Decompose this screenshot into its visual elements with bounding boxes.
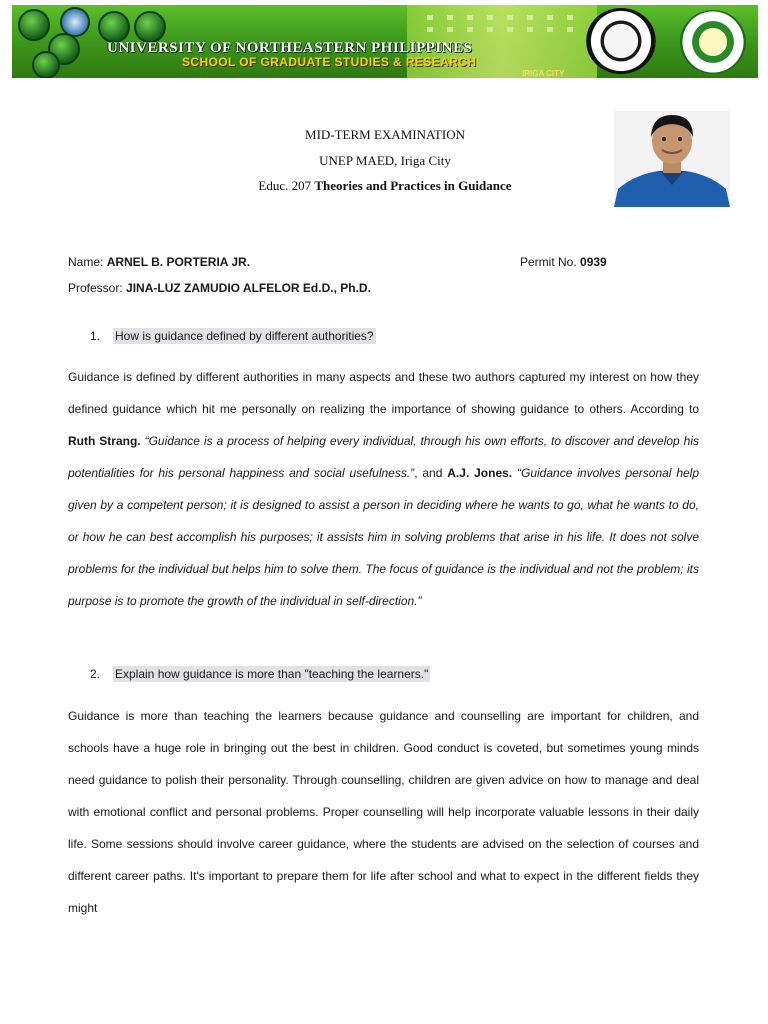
university-name: UNIVERSITY OF NORTHEASTERN PHILIPPINES — [107, 40, 473, 56]
question-text: How is guidance defined by different authorities? — [115, 329, 374, 343]
banner-emblem-icon — [32, 51, 60, 78]
quote-text: “Guidance is a process of helping every individual, through his own efforts, to discover and develop his potentialities for his personal happiness and social usefulness.” — [68, 434, 700, 480]
answer-text: , and — [414, 466, 448, 480]
banner-emblem-icon — [18, 9, 50, 41]
question-text: Explain how guidance is more than "teaching the learners." — [115, 667, 429, 681]
permit-label: Permit No. — [520, 255, 577, 269]
permit-number: 0939 — [580, 255, 607, 269]
student-name: ARNEL B. PORTERIA JR. — [106, 255, 251, 269]
professor-line — [68, 281, 371, 295]
course-line — [210, 178, 560, 194]
answer-2 — [68, 700, 699, 924]
program-line: UNEP MAED, Iriga City — [319, 153, 451, 168]
answer-text: Guidance is defined by different authorities in many aspects and these two authors captured my interest on how they defined guidance which hit me personally on realizing the importance of showing guidance to others. According to — [68, 370, 699, 416]
answer-1 — [68, 361, 699, 617]
professor-name: JINA-LUZ ZAMUDIO ALFELOR Ed.D., Ph.D. — [126, 281, 371, 295]
name-label: Name: — [68, 255, 104, 269]
question-2 — [90, 667, 430, 681]
school-name: SCHOOL OF GRADUATE STUDIES & RESEARCH — [182, 55, 477, 69]
author-name: Ruth Strang. — [68, 434, 141, 448]
exam-title: MID-TERM EXAMINATION — [305, 127, 465, 142]
quote-text: “Guidance involves personal help given by a competent person; it is designed to assist a person in deciding where he wants to go, what he wants to do, or how he can best accomplish his purposes; it assists him in solving problems that arise in his life. It does not solve problems for the individual but helps him to solve them. The focus of guidance is the individual and not the problem; its purpose is to promote the growth of the individual in self-direction.” — [68, 466, 700, 608]
question-1 — [90, 329, 376, 343]
student-photo — [614, 111, 730, 207]
permit-line — [520, 255, 607, 269]
student-name-line — [68, 255, 250, 269]
banner-city: IRIGA CITY — [522, 69, 565, 78]
banner-emblem-icon — [98, 11, 130, 43]
question-number: 1. — [90, 329, 101, 343]
course-code: Educ. 207 — [258, 178, 312, 193]
graduate-studies-seal-icon — [680, 10, 746, 74]
author-name: A.J. Jones. — [447, 466, 513, 480]
professor-label: Professor: — [68, 281, 123, 295]
course-title: Theories and Practices in Guidance — [314, 178, 512, 193]
banner-emblem-icon — [134, 11, 166, 43]
answer-text: Guidance is more than teaching the learners because guidance and counselling are important for children, and schools have a huge role in bringing out the best in children. Good conduct is coveted, but sometimes young minds need guidance to polish their personality. Through counselling, children are given advice on how to manage and deal with emotional conflict and personal problems. Proper counselling will help incorporate valuable lessons in their daily life. Some sessions should involve career guidance, where the students are advised on the selection of courses and different career paths. It's important to prepare them for life after school and what to expect in the different fields they might — [68, 709, 699, 915]
university-seal-icon — [586, 8, 656, 74]
question-number: 2. — [90, 667, 101, 681]
university-banner — [12, 5, 758, 78]
